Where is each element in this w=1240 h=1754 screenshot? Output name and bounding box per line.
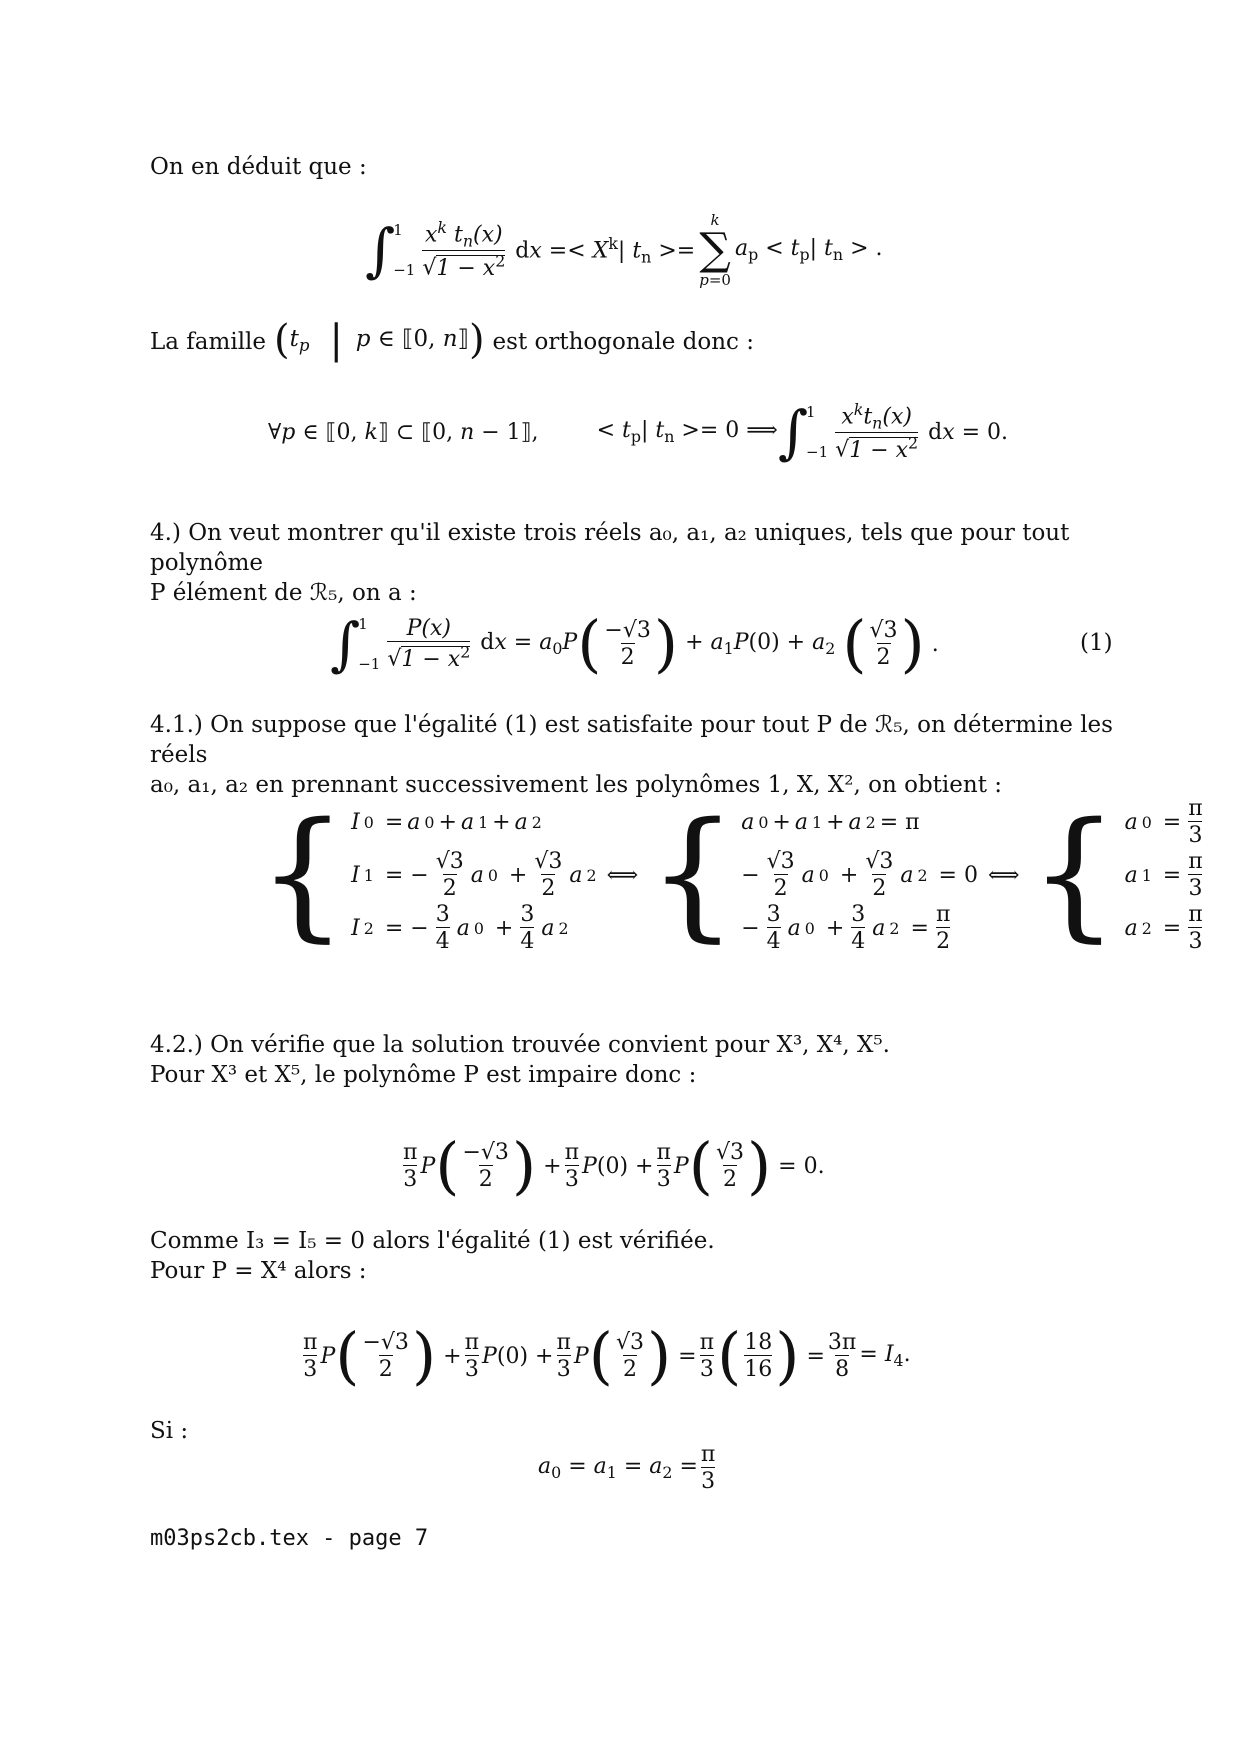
equation-integral-sum: ∫ 1 −1 $\frac{x^k t_n(x)}{√1 - x^2}$ dx =< $X^k|$ $t_n$ >= k ∑ p=0 $a_p < t_p|$ $t_n$ > . bbox=[365, 210, 883, 289]
section-41-line2: a₀, a₁, a₂ en prennant successivement les polynômes 1, X, X², on obtient : bbox=[150, 772, 1002, 798]
equation-odd: $\frac{\pi}{3}$ P ( $\frac{-√3}{2}$ ) + $\frac{\pi}{3}$ P(0) + $\frac{\pi}{3}$ P ( $\frac{√3}{2}$ ) = 0. bbox=[403, 1129, 825, 1202]
text-family-orthogonal bbox=[150, 317, 754, 363]
si-line: Si : bbox=[150, 1418, 189, 1444]
comme-pour-text bbox=[150, 1226, 1125, 1286]
section-4-text bbox=[150, 518, 1125, 608]
text-orthogonal: est orthogonale donc : bbox=[492, 329, 754, 356]
section-41-line1: 4.1.) On suppose que l'égalité (1) est satisfaite pour tout P de ℛ₅, on détermine les réels bbox=[150, 712, 1113, 768]
section-41-text bbox=[150, 710, 1125, 800]
linear-systems: { I 0 = a 0 + a 1 + a 2 I 1 = − $\frac{√3}{2}$ a 0 + $\frac{√3}{2}$ a 2 I 2 = − $\frac{3}{4}$ a 0 + $\frac{3}{4}$ a 2 ⟺ { a 0 + a 1 + a 2 = π − $\frac{√3}{2}$ a 0 + $\frac{√3}{2}$ a 2 = 0 − $\frac{3}{4}$ a 0 + $\frac{3}{4}$ a 2 = $\frac{\pi}{2}$ ⟺ { a 0 = $\frac{\pi}{3}$ a 1 = $\frac{\pi}{3}$ a 2 = $\frac{\pi}{3}$ bbox=[258, 793, 1203, 956]
comme-line: Comme I₃ = I₅ = 0 alors l'égalité (1) est vérifiée. bbox=[150, 1228, 715, 1254]
equation-1: ∫ 1 −1 $\frac{P(x)}{√1 - x^2}$ dx = $a_0P$ ( $\frac{-√3}{2}$ ) + $a_1P(0) + a_2$ ( $\frac{√3}{2}$ ) . bbox=[330, 607, 939, 680]
section-42-line2: Pour X³ et X⁵, le polynôme P est impaire donc : bbox=[150, 1062, 697, 1088]
pour-line: Pour P = X⁴ alors : bbox=[150, 1258, 367, 1284]
page-footer: m03ps2cb.tex - page 7 bbox=[150, 1526, 429, 1551]
section-4-line2: P élément de ℛ₅, on a : bbox=[150, 580, 417, 606]
text-family-label: La famille bbox=[150, 329, 267, 356]
equation-final: $a_0 = a_1 = a_2$ = $\frac{\pi}{3}$ bbox=[538, 1441, 716, 1494]
section-4-line1: 4.) On veut montrer qu'il existe trois réels a₀, a₁, a₂ uniques, tels que pour tout polynôme bbox=[150, 520, 1070, 576]
family-set: ($t_p$ | p ∈ ⟦0, n⟧) bbox=[274, 317, 485, 363]
equation-x4: $\frac{\pi}{3}$ P ( $\frac{-√3}{2}$ ) + $\frac{\pi}{3}$ P(0) + $\frac{\pi}{3}$ P ( $\frac{√3}{2}$ ) = $\frac{\pi}{3}$ ( $\frac{18}{16}$ ) = $\frac{3\pi}{8}$ = $I_4$. bbox=[303, 1319, 911, 1392]
section-42-text bbox=[150, 1030, 1125, 1090]
equation-orthogonality: ∀p ∈ ⟦0, k⟧ ⊂ ⟦0, n − 1⟧, < $t_p|$ $t_n >= 0$ ⟹ ∫ 1 −1 $\frac{x^kt_n(x)}{√1 - x^2}$ dx = 0. bbox=[268, 398, 1009, 466]
equation-1-tag: (1) bbox=[1080, 630, 1113, 656]
text-intro: On en déduit que : bbox=[150, 154, 367, 180]
section-42-line1: 4.2.) On vérifie que la solution trouvée convient pour X³, X⁴, X⁵. bbox=[150, 1032, 890, 1058]
